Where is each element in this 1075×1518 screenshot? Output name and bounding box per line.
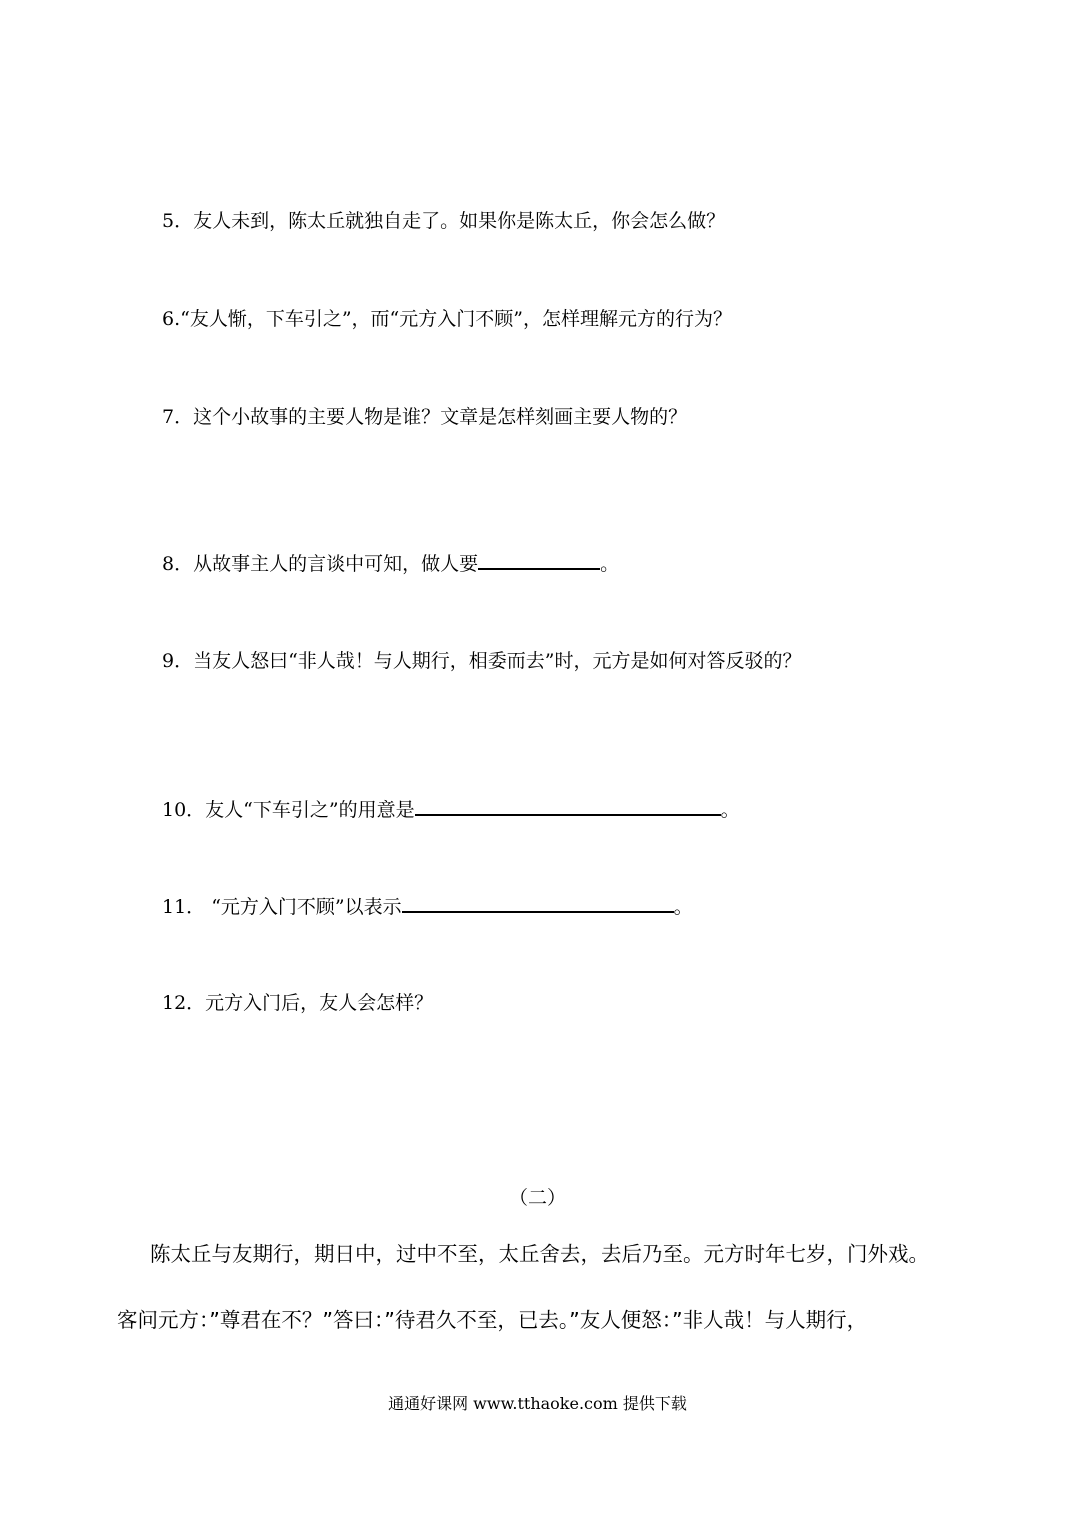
question-8-text: 8．从故事主人的言谈中可知，做人要 [162, 553, 479, 575]
question-5-text: 5．友人未到，陈太丘就独自走了。如果你是陈太丘，你会怎么做？ [162, 210, 726, 232]
question-12 [162, 990, 433, 1016]
question-5 [162, 208, 725, 234]
question-8 [162, 550, 619, 577]
question-12-text: 12．元方入门后，友人会怎样？ [162, 992, 434, 1014]
question-9-text: 9．当友人怒曰“非人哉！与人期行，相委而去”时，元方是如何对答反驳的？ [162, 650, 802, 672]
section-heading: （二） [508, 1187, 566, 1209]
question-10 [162, 796, 740, 823]
question-9 [162, 648, 802, 674]
question-11-end: 。 [673, 896, 693, 918]
answer-blank [415, 796, 721, 816]
passage-line-1: 陈太丘与友期行，期日中，过中不至，太丘舍去，去后乃至。元方时年七岁，门外戏。 [150, 1242, 929, 1266]
question-6-text: 6.“友人惭，下车引之”，而“元方入门不顾”，怎样理解元方的行为？ [162, 308, 732, 330]
question-7 [162, 404, 687, 430]
question-10-text: 10．友人“下车引之”的用意是 [162, 799, 415, 821]
question-10-end: 。 [720, 799, 740, 821]
question-8-end: 。 [600, 553, 620, 575]
page-footer: 通通好课网 www.tthaoke.com 提供下载 [388, 1394, 687, 1413]
question-11-text: 11． “元方入门不顾”以表示 [162, 896, 402, 918]
passage-line-2: 客问元方：”尊君在不？”答曰：”待君久不至，已去。”友人便怒：”非人哉！与人期行， [117, 1308, 868, 1332]
answer-blank [402, 893, 674, 913]
answer-blank [478, 550, 600, 570]
question-11 [162, 893, 693, 920]
question-7-text: 7．这个小故事的主要人物是谁？文章是怎样刻画主要人物的？ [162, 406, 688, 428]
question-6 [162, 306, 732, 332]
